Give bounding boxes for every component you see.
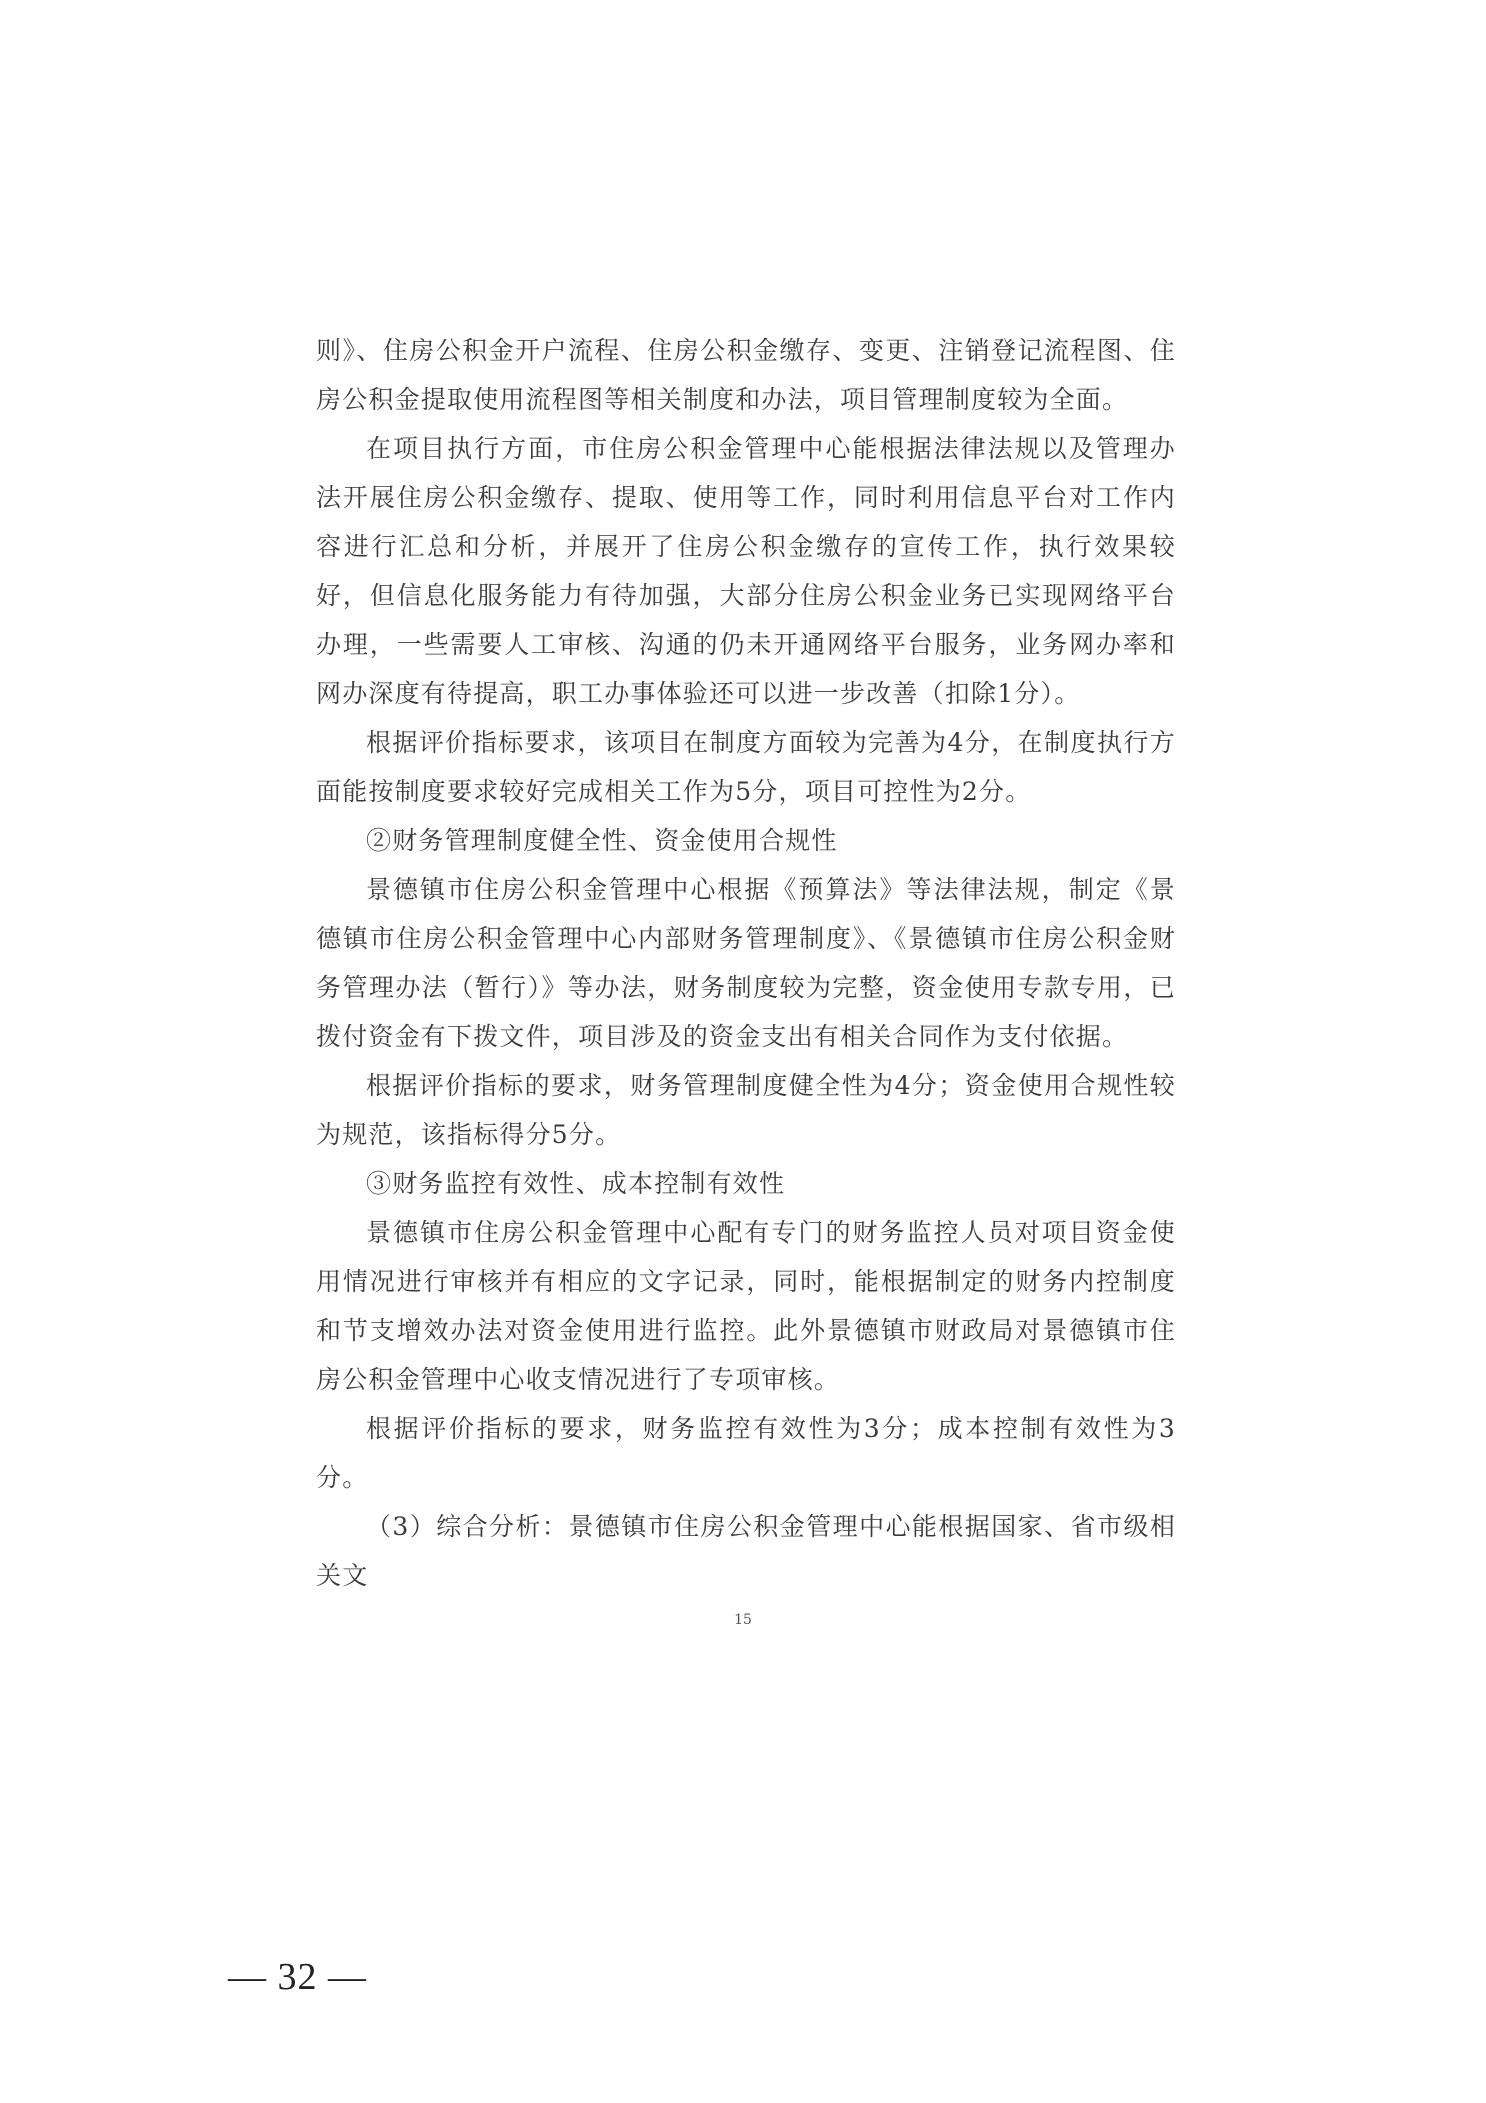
paragraph-continuation: 则》、住房公积金开户流程、住房公积金缴存、变更、注销登记流程图、住房公积金提取使用流程图等相关制度和办法，项目管理制度较为全面。 [316,336,1176,414]
paragraph-score-summary-3: 根据评价指标的要求，财务监控有效性为3分；成本控制有效性为3分。 [316,1414,1176,1492]
body-text [316,326,1176,1600]
paragraph-financial-monitoring: 景德镇市住房公积金管理中心配有专门的财务监控人员对项目资金使用情况进行审核并有相应的文字记录，同时，能根据制定的财务内控制度和节支增效办法对资金使用进行监控。此外景德镇市财政局对景德镇市住房公积金管理中心收支情况进行了专项审核。 [316,1218,1176,1394]
inner-page-number: 15 [734,1612,752,1628]
paragraph-comprehensive-analysis: （3）综合分析：景德镇市住房公积金管理中心能根据国家、省市级相关文 [316,1512,1176,1590]
outer-page-number: — 32 — [228,1956,367,1998]
section-heading-financial-system: ②财务管理制度健全性、资金使用合规性 [366,826,838,855]
paragraph-financial-system: 景德镇市住房公积金管理中心根据《预算法》等法律法规，制定《景德镇市住房公积金管理中心内部财务管理制度》、《景德镇市住房公积金财务管理办法（暂行）》等办法，财务制度较为完整，资金使用专款专用，已拨付资金有下拨文件，项目涉及的资金支出有相关合同作为支付依据。 [316,875,1176,1051]
section-heading-financial-monitoring: ③财务监控有效性、成本控制有效性 [366,1169,786,1198]
paragraph-score-summary-2: 根据评价指标的要求，财务管理制度健全性为4分；资金使用合规性较为规范，该指标得分5分。 [316,1071,1176,1149]
paragraph-project-execution: 在项目执行方面，市住房公积金管理中心能根据法律法规以及管理办法开展住房公积金缴存、提取、使用等工作，同时利用信息平台对工作内容进行汇总和分析，并展开了住房公积金缴存的宣传工作，执行效果较好，但信息化服务能力有待加强，大部分住房公积金业务已实现网络平台办理，一些需要人工审核、沟通的仍未开通网络平台服务，业务网办率和网办深度有待提高，职工办事体验还可以进一步改善（扣除1分）。 [316,434,1176,708]
paragraph-score-summary-1: 根据评价指标要求，该项目在制度方面较为完善为4分，在制度执行方面能按制度要求较好完成相关工作为5分，项目可控性为2分。 [316,728,1176,806]
